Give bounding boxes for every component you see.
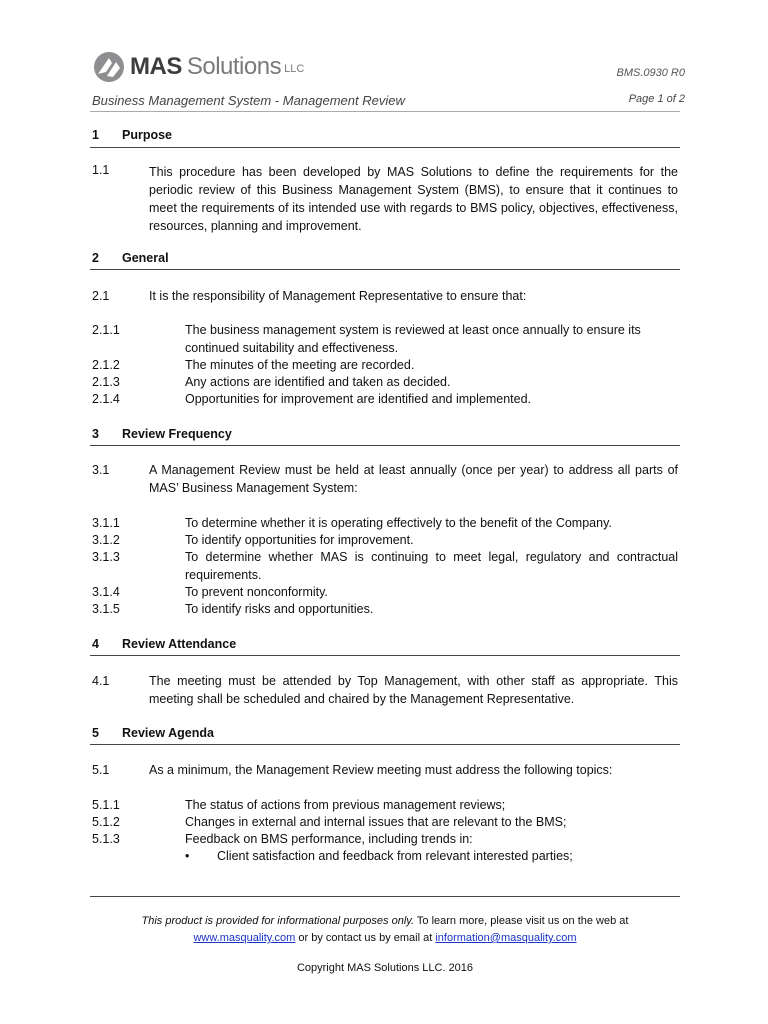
item-number: 2.1.1 — [92, 323, 120, 337]
email-link[interactable]: information@masquality.com — [435, 932, 577, 944]
item-number: 2.1.2 — [92, 358, 120, 372]
item-number: 3.1.1 — [92, 516, 120, 530]
item-text: Feedback on BMS performance, including trends in: — [185, 832, 473, 846]
section-5-title: Review Agenda — [122, 726, 214, 740]
header-divider — [90, 111, 680, 112]
item-text: It is the responsibility of Management Representative to ensure that: — [149, 289, 527, 303]
footer-mid-text: or by contact us by email at — [295, 932, 436, 944]
logo-mas-text: MAS — [130, 53, 182, 80]
item-number: 5.1.1 — [92, 798, 120, 812]
item-text: The business management system is reviewed at least once annually to ensure its continued suitability and effectiveness. — [185, 323, 641, 355]
item-text: A Management Review must be held at least annually (once per year) to address all parts of MAS’ Business Management System: — [149, 463, 678, 495]
item-text: Changes in external and internal issues that are relevant to the BMS; — [185, 815, 567, 829]
item-number: 4.1 — [92, 674, 110, 688]
section-2-title: General — [122, 251, 169, 265]
item-number: 5.1.2 — [92, 815, 120, 829]
item-text: Opportunities for improvement are identified and implemented. — [185, 392, 532, 406]
section-2-number: 2 — [92, 251, 99, 265]
section-1-title: Purpose — [122, 128, 173, 142]
item-text: To determine whether it is operating effectively to the benefit of the Company. — [185, 516, 612, 530]
item-number: 5.1 — [92, 763, 110, 777]
item-text: To identify risks and opportunities. — [185, 602, 374, 616]
item-text: As a minimum, the Management Review meeting must address the following topics: — [149, 763, 613, 777]
company-logo — [92, 50, 304, 84]
item-number: 3.1.3 — [92, 550, 120, 564]
section-3-number: 3 — [92, 427, 99, 441]
mas-logo-icon — [92, 50, 126, 84]
item-text: The meeting must be attended by Top Management, with other staff as appropriate. This meeting shall be scheduled and chaired by the Management Representative. — [149, 674, 678, 706]
item-number: 3.1.5 — [92, 602, 120, 616]
bullet-text: Client satisfaction and feedback from relevant interested parties; — [217, 849, 573, 863]
section-4-divider — [90, 655, 680, 656]
item-number: 2.1.3 — [92, 375, 120, 389]
item-number: 5.1.3 — [92, 832, 120, 846]
section-4-title: Review Attendance — [122, 637, 237, 651]
section-3-divider — [90, 445, 680, 446]
section-5-number: 5 — [92, 726, 99, 740]
item-number: 2.1 — [92, 289, 110, 303]
item-number: 1.1 — [92, 163, 110, 177]
footer-disclaimer: This product is provided for informational purposes only. — [141, 915, 415, 927]
item-text: To determine whether MAS is continuing to meet legal, regulatory and contractual requirements. — [185, 550, 678, 582]
logo-llc-text: LLC — [284, 63, 305, 75]
section-1-number: 1 — [92, 128, 99, 142]
section-2-divider — [90, 269, 680, 270]
section-5-divider — [90, 744, 680, 745]
item-text: This procedure has been developed by MAS Solutions to define the requirements for the periodic review of this Business Management System (BMS), to ensure that it continues to meet the requirements of its intended use with regards to BMS policy, objectives, effectiveness, resources, planning and improvement. — [149, 165, 678, 233]
section-3-title: Review Frequency — [122, 427, 232, 441]
logo-solutions-text: Solutions — [186, 53, 282, 80]
document-subtitle: Business Management System - Management Review — [92, 93, 405, 108]
document-id: BMS.0930 R0 — [616, 67, 685, 79]
bullet-icon: • — [185, 849, 190, 863]
item-text: To identify opportunities for improvement. — [185, 533, 414, 547]
item-number: 2.1.4 — [92, 392, 120, 406]
section-4-number: 4 — [92, 637, 99, 651]
footer-notice — [90, 913, 680, 947]
item-text: The status of actions from previous management reviews; — [185, 798, 506, 812]
item-text: The minutes of the meeting are recorded. — [185, 358, 415, 372]
copyright: Copyright MAS Solutions LLC. 2016 — [296, 962, 474, 974]
footer-text: To learn more, please visit us on the web at — [414, 915, 629, 927]
item-number: 3.1.4 — [92, 585, 120, 599]
website-link[interactable]: www.masquality.com — [193, 932, 296, 944]
item-text: To prevent nonconformity. — [185, 585, 328, 599]
footer-divider — [90, 896, 680, 897]
page-number: Page 1 of 2 — [628, 93, 685, 105]
item-text: Any actions are identified and taken as decided. — [185, 375, 451, 389]
item-number: 3.1.2 — [92, 533, 120, 547]
section-1-divider — [90, 147, 680, 148]
item-number: 3.1 — [92, 463, 110, 477]
